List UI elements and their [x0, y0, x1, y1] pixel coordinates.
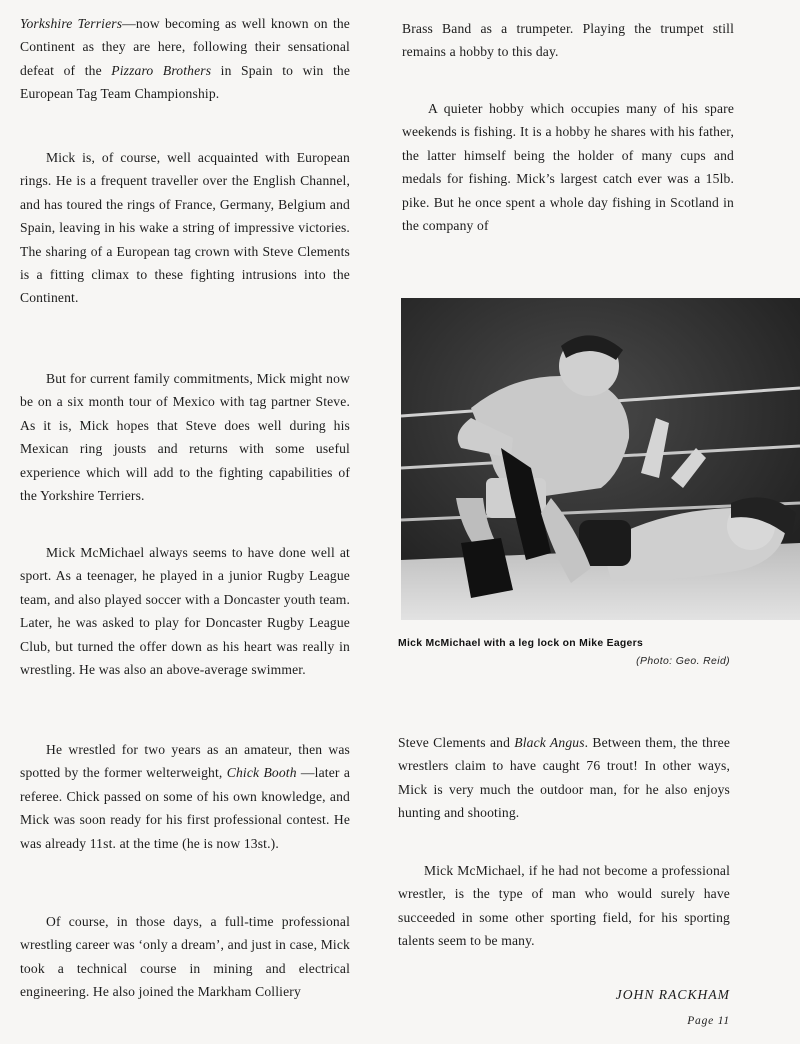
right-paragraph-3	[398, 731, 730, 825]
left-paragraph-1	[20, 12, 350, 106]
text-segment: Black Angus	[514, 735, 585, 750]
right-paragraph-4: Mick McMichael, if he had not become a professional wrestler, is the type of man who would surely have succeeded in some other sporting field, for his sporting talents seem to be many.	[398, 863, 730, 949]
author-byline: JOHN RACKHAM	[615, 987, 730, 1002]
left-paragraph-4: Mick McMichael always seems to have done well at sport. As a teenager, he played in a junior Rugby League team, and also played soccer with a Doncaster youth team. Later, he was asked to play for Doncaster Rugby League Club, but turned the offer down as his heart was really in wrestling. He was also an above-average swimmer.	[20, 545, 350, 678]
text-segment: . Between them, the three wrestlers claim to have caught 76 trout! In other ways, Mick is very much the outdoor man, for he also enjoys hunting and shooting.	[398, 735, 730, 821]
left-paragraph-6: Of course, in those days, a full-time professional wrestling career was ‘only a dream’, and just in case, Mick took a technical course in mining and electrical engineering. He also joined the Markham Colliery	[20, 914, 350, 1000]
left-paragraph-2: Mick is, of course, well acquainted with European rings. He is a frequent traveller over the English Channel, and has toured the rings of France, Germany, Belgium and Spain, leaving in his wake a string of impressive victories. The sharing of a European tag crown with Steve Clements is a fitting climax to these fighting intrusions into the Continent.	[20, 150, 350, 306]
text-segment: in Spain to win the European Tag Team Championship.	[20, 62, 350, 102]
text-segment: He wrestled for two years as an amateur, then was spotted by the former welterweight,	[20, 742, 350, 781]
text-segment: —now becoming as well known on the Continent as they are here, following their sensational defeat of the	[20, 16, 350, 78]
right-paragraph-2: A quieter hobby which occupies many of his spare weekends is fishing. It is a hobby he shares with his father, the latter himself being the holder of many cups and medals for fishing. Mick’s largest catch ever was a 15lb. pike. But he once spent a whole day fishing in Scotland in the company of	[402, 101, 734, 234]
right-paragraph-1: Brass Band as a trumpeter. Playing the trumpet still remains a hobby to this day.	[402, 21, 734, 60]
left-paragraph-5	[20, 738, 350, 855]
wrestling-photo	[401, 298, 800, 620]
text-segment: Yorkshire Terriers	[20, 16, 123, 31]
text-segment: Pizzaro Brothers	[111, 62, 212, 78]
text-segment: Chick Booth	[226, 765, 297, 781]
photo-caption: Mick McMichael with a leg lock on Mike Eagers	[398, 638, 644, 649]
text-segment: —later a referee. Chick passed on some of his own knowledge, and Mick was soon ready for his first professional contest. He was already 11st. at the time (he is now 13st.).	[20, 765, 350, 851]
wrestling-photo-image	[401, 298, 800, 620]
page-number: Page 11	[687, 1015, 730, 1027]
text-segment: Steve Clements and	[398, 735, 515, 750]
left-paragraph-3: But for current family commitments, Mick might now be on a six month tour of Mexico with tag partner Steve. As it is, Mick hopes that Steve does well during his Mexican ring jousts and returns with some useful experience which will add to the fighting capabilities of the Yorkshire Terriers.	[20, 371, 350, 504]
photo-credit: (Photo: Geo. Reid)	[636, 656, 730, 667]
